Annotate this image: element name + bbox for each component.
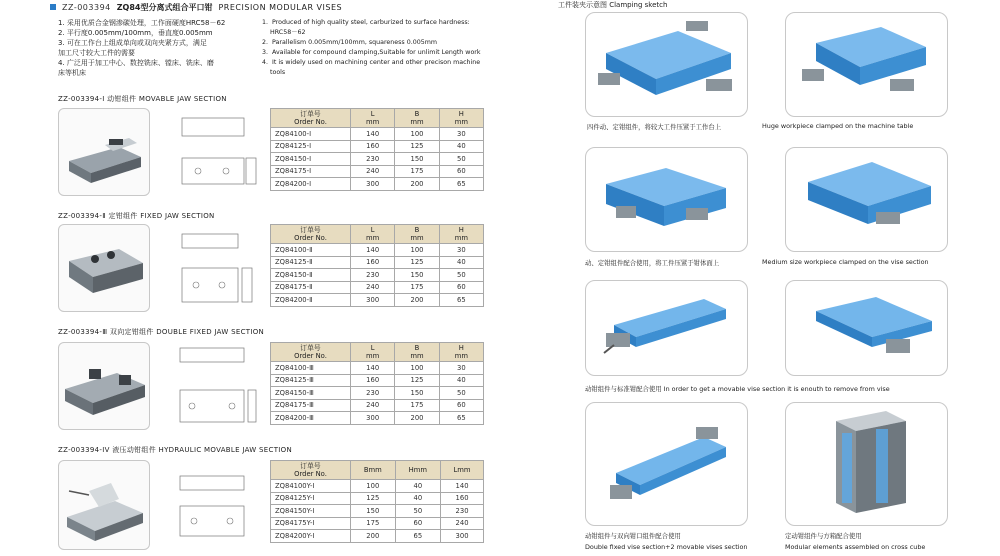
vise-illustration-icon (59, 461, 151, 551)
table-row: ZQ84150-Ⅲ 230 150 50 (271, 387, 484, 400)
table-row: ZQ84150-Ⅰ 230 150 50 (271, 153, 484, 166)
table-row: ZQ84200Y-Ⅰ 200 65 300 (271, 530, 484, 543)
fixed-jaw-table (270, 224, 484, 307)
fixed-jaw-photo (58, 224, 150, 312)
clamping-sketch-header: 工件装夹示意图 Clamping sketch (558, 1, 668, 9)
workpiece-clamp-illustration-icon (586, 403, 748, 526)
cross-cube-illustration-icon (786, 403, 948, 526)
double-fixed-jaw-photo (58, 342, 150, 430)
technical-drawing-icon (170, 228, 262, 318)
sketch-card-double-fixed (585, 402, 748, 526)
section-label-movable: ZZ-003394-Ⅰ 动钳组件 MOVABLE JAW SECTION (58, 95, 227, 103)
movable-jaw-table (270, 108, 484, 191)
technical-drawing-icon (170, 466, 262, 550)
title-english: PRECISION MODULAR VISES (218, 2, 343, 12)
table-row: ZQ84200-Ⅱ 300 200 65 (271, 294, 484, 307)
caption-medium-cn: 动、定钳组件配合使用，将工件压紧于钳体面上 (585, 259, 720, 267)
movable-jaw-photo (58, 108, 150, 196)
section-label-fixed: ZZ-003394-Ⅱ 定钳组件 FIXED JAW SECTION (58, 212, 215, 220)
double-fixed-jaw-drawing (170, 344, 262, 436)
hydraulic-jaw-photo (58, 460, 150, 550)
sketch-card-huge-workpiece-1 (585, 12, 748, 117)
sketch-card-standard-vise-2 (785, 280, 948, 376)
title-bar (50, 2, 342, 12)
double-fixed-jaw-table (270, 342, 484, 425)
fixed-jaw-drawing (170, 228, 262, 320)
table-header-row: 订单号 Order No. L mm B mm H mm (271, 109, 484, 128)
caption-cross-cube-en: Modular elements assembled on cross cube (785, 543, 926, 551)
table-row: ZQ84100-Ⅰ 140 100 30 (271, 128, 484, 141)
description-chinese: 1. 采用优质合金钢渗碳处理，工作面硬度HRC58－62 2. 平行度0.005mm/100mm，垂直度0.005mm 3. 可在工作台上组成单向或双向夹紧方式，满足 加工尺寸较大工件的需要 4. 广泛用于加工中心、数控铣床、镗床、铣床、磨 床等机床 (58, 19, 226, 77)
table-row: ZQ84125-Ⅱ 160 125 40 (271, 256, 484, 269)
workpiece-clamp-illustration-icon (586, 13, 748, 117)
vise-illustration-icon (59, 343, 151, 431)
hydraulic-jaw-table (270, 460, 484, 543)
description-english: 1. Produced of high quality steel, carburized to surface hardness: HRC58－62 2. Parallelism 0.005mm/100mm, squareness 0.005mm 3. Available for compound clamping,Suitable for unlimit Length work 4. It is widely used on machining center and other precison machine tools (262, 19, 481, 76)
sketch-card-medium-workpiece-1 (585, 147, 748, 252)
vise-illustration-icon (59, 225, 151, 313)
product-code: ZZ-003394 (62, 2, 111, 12)
table-row: ZQ84175Y-Ⅰ 175 60 240 (271, 517, 484, 530)
caption-double-fixed-en: Double fixed vise section+2 movable vises section (585, 543, 748, 551)
section-label-double: ZZ-003394-Ⅲ 双向定钳组件 DOUBLE FIXED JAW SECTION (58, 328, 265, 336)
table-row: ZQ84150Y-Ⅰ 150 50 230 (271, 505, 484, 518)
vise-illustration-icon (59, 109, 151, 197)
caption-cross-cube-cn: 定动钳组件与方箱配合使用 (785, 532, 862, 540)
workpiece-clamp-illustration-icon (786, 13, 948, 117)
sketch-card-huge-workpiece-2 (785, 12, 948, 117)
section-label-hydraulic: ZZ-003394-IV 液压动钳组件 HYDRAULIC MOVABLE JAW SECTION (58, 446, 292, 454)
table-row: ZQ84175-Ⅲ 240 175 60 (271, 399, 484, 412)
hydraulic-jaw-drawing (170, 466, 262, 552)
table-header-row: 订单号 Order No. L mm B mm H mm (271, 225, 484, 244)
caption-medium-en: Medium size workpiece clamped on the vise section (762, 258, 929, 266)
caption-double-fixed-cn: 动钳组件与双向钳口组件配合使用 (585, 532, 681, 540)
sketch-card-standard-vise-1 (585, 280, 748, 376)
table-row: ZQ84200-Ⅲ 300 200 65 (271, 412, 484, 425)
title-chinese: ZQ84型分离式组合平口钳 (116, 2, 213, 12)
sketch-card-medium-workpiece-2 (785, 147, 948, 252)
technical-drawing-icon (170, 344, 262, 434)
table-row: ZQ84125-Ⅰ 160 125 40 (271, 140, 484, 153)
workpiece-clamp-illustration-icon (786, 148, 948, 252)
table-row: ZQ84125Y-Ⅰ 125 40 160 (271, 492, 484, 505)
workpiece-clamp-illustration-icon (786, 281, 948, 376)
sketch-card-cross-cube (785, 402, 948, 526)
table-row: ZQ84175-Ⅰ 240 175 60 (271, 165, 484, 178)
table-row: ZQ84100Y-Ⅰ 100 40 140 (271, 480, 484, 493)
workpiece-clamp-illustration-icon (586, 281, 748, 376)
title-square-icon (50, 4, 56, 10)
table-row: ZQ84200-Ⅰ 300 200 65 (271, 178, 484, 191)
table-row: ZQ84175-Ⅱ 240 175 60 (271, 281, 484, 294)
caption-standard-vise: 动钳组件与标准钳配合使用 In order to get a movable vise section it is enouth to remove from vise (585, 385, 890, 393)
table-row: ZQ84100-Ⅲ 140 100 30 (271, 362, 484, 375)
technical-drawing-icon (170, 112, 262, 202)
table-header-row: 订单号 Order No. Bmm Hmm Lmm (271, 461, 484, 480)
table-row: ZQ84100-Ⅱ 140 100 30 (271, 244, 484, 257)
table-row: ZQ84150-Ⅱ 230 150 50 (271, 269, 484, 282)
caption-huge-workpiece: Huge workpiece clamped on the machine table (762, 122, 914, 130)
table-header-row: 订单号 Order No. L mm B mm H mm (271, 343, 484, 362)
caption-four-sections: 四件动、定钳组件，将较大工件压紧于工作台上 (587, 123, 722, 131)
table-row: ZQ84125-Ⅲ 160 125 40 (271, 374, 484, 387)
workpiece-clamp-illustration-icon (586, 148, 748, 252)
movable-jaw-drawing (170, 112, 262, 204)
